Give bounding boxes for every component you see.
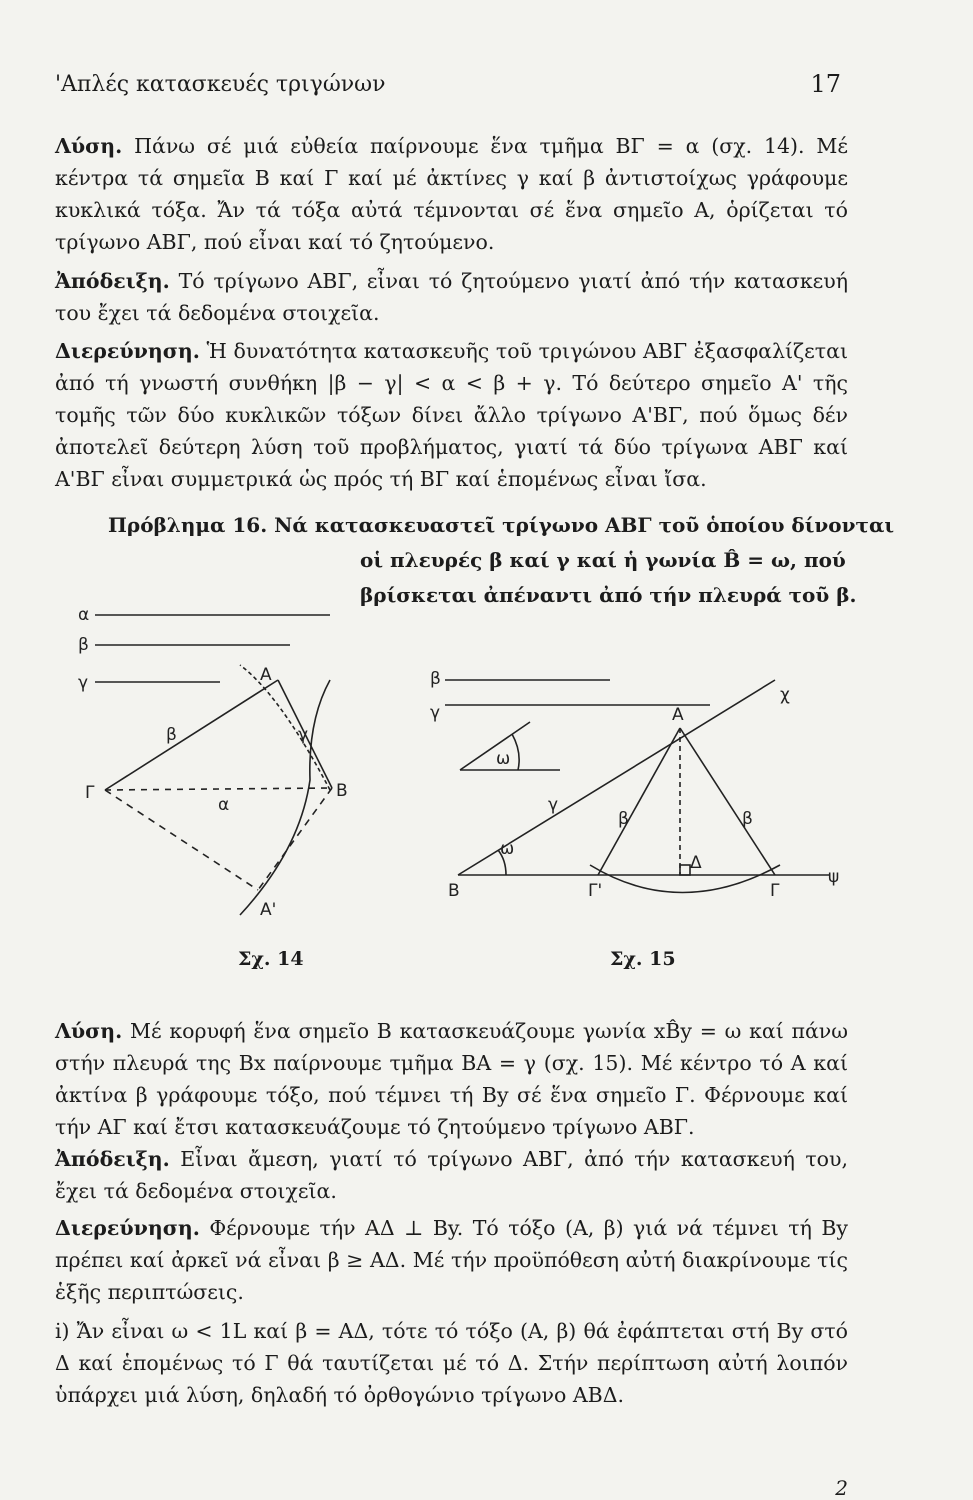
- solution-paragraph-2: [55, 1015, 848, 1143]
- figure-14: [60, 600, 360, 940]
- discussion-paragraph-1: [55, 335, 848, 495]
- fig14-side-a: α: [218, 795, 230, 815]
- fig15-label-g: γ: [430, 703, 441, 723]
- proof-paragraph-1: [55, 265, 848, 329]
- discussion-text: Ἡ δυνατότητα κατασκευῆς τοῦ τριγώνου ΑΒΓ ἐξασφαλίζεται ἀπό τή γνωστή συνθήκη |β − γ| < α < β + γ. Τό δεύτερο σημεῖο Α' τῆς τομῆς τῶν δύο κυκλικῶν τόξων δίνει ἄλλο τρίγωνο Α'ΒΓ, πού ὅμως δέν ἀποτελεῖ δεύτερη λύση τοῦ προβλήματος, γιατί τά δύο τρίγωνα ΑΒΓ καί Α'ΒΓ εἶναι συμμετρικά ὡς πρός τή ΒΓ καί ἑπομένως εἶναι ἴσα.: [55, 339, 848, 491]
- solution-text-2: Μέ κορυφή ἕνα σημεῖο Β κατασκευάζουμε γωνία xB̂y = ω καί πάνω στήν πλευρά της Bx παίρνουμε τμῆμα ΒΑ = γ (σχ. 15). Μέ κέντρο τό Α καί ἀκτίνα β γράφουμε τόξο, πού τέμνει τή By σέ ἕνα σημεῖο Γ. Φέρνουμε καί τήν ΑΓ καί ἔτσι κατασκευάζουμε τό ζητούμενο τρίγωνο ΑΒΓ.: [55, 1019, 848, 1139]
- fig15-label-b: β: [430, 669, 441, 689]
- side-BA2: [258, 788, 332, 890]
- right-angle-mark: [680, 865, 690, 875]
- figure-15-caption: Σχ. 15: [610, 948, 676, 970]
- fig15-label-x: χ: [780, 685, 790, 705]
- problem-statement-line2: οἱ πλευρές β καί γ καί ἡ γωνία B̂ = ω, πού: [360, 548, 846, 572]
- side-AG2: [598, 728, 680, 875]
- discussion-label: Διερεύνηση.: [55, 339, 200, 363]
- proof-text: Τό τρίγωνο ΑΒΓ, εἶναι τό ζητούμενο γιατί ἀπό τήν κατασκευή του ἔχει τά δεδομένα στοιχεῖα.: [55, 269, 848, 325]
- running-header: 'Απλές κατασκευές τριγώνων: [55, 72, 386, 97]
- arc-A-b: [590, 865, 780, 893]
- problem-statement-line3: βρίσκεται ἀπέναντι ἀπό τήν πλευρά τοῦ β.: [360, 583, 857, 607]
- proof-label-2: Ἀπόδειξη.: [55, 1147, 170, 1171]
- fig15-vertex-A: Α: [672, 705, 684, 725]
- arc-2: [240, 665, 330, 790]
- fig15-line-y: ψ: [828, 867, 840, 887]
- fig14-vertex-A2: Α': [260, 900, 277, 920]
- solution-text: Πάνω σέ μιά εὐθεία παίρνουμε ἕνα τμῆμα ΒΓ = α (σχ. 14). Μέ κέντρα τά σημεῖα Β καί Γ καί μέ ἀκτίνες γ καί β ἀντιστοίχως γράφουμε κυκλικά τόξα. Ἄν τά τόξα αὐτά τέμνονται σέ ἕνα σημεῖο Α, ὁρίζεται τό τρίγωνο ΑΒΓ, πού εἶναι καί τό ζητούμενο.: [55, 134, 848, 254]
- solution-label: Λύση.: [55, 134, 123, 158]
- signature-mark: 2: [835, 1476, 848, 1500]
- discussion-text-2: Φέρνουμε τήν ΑΔ ⊥ By. Τό τόξο (Α, β) γιά νά τέμνει τή By πρέπει καί ἀρκεῖ νά εἶναι β ≥ ΑΔ. Μέ τήν προϋπόθεση αὐτή διακρίνουμε τίς ἑξῆς περιπτώσεις.: [55, 1216, 848, 1304]
- solution-label-2: Λύση.: [55, 1019, 123, 1043]
- fig14-side-b: β: [166, 725, 177, 745]
- fig15-vertex-G: Γ: [770, 881, 780, 901]
- solution-paragraph-1: [55, 130, 848, 258]
- proof-label: Ἀπόδειξη.: [55, 269, 170, 293]
- angle-w-arc: [512, 734, 519, 770]
- fig15-side-g: γ: [548, 795, 559, 815]
- fig14-vertex-A: Α: [260, 665, 272, 685]
- fig14-vertex-G: Γ: [85, 783, 95, 803]
- discussion-label-2: Διερεύνηση.: [55, 1216, 200, 1240]
- fig15-side-b2: β: [742, 809, 753, 829]
- figure-14-caption: Σχ. 14: [238, 948, 304, 970]
- fig15-vertex-G2: Γ': [588, 881, 603, 901]
- proof-paragraph-2: [55, 1143, 848, 1207]
- case-i-paragraph: i) Ἄν εἶναι ω < 1L καί β = ΑΔ, τότε τό τόξο (Α, β) θά ἐφάπτεται στή By στό Δ καί ἑπομένως τό Γ θά ταυτίζεται μέ τό Δ. Στήν περίπτωση αὐτή λοιπόν ὑπάρχει μιά λύση, δηλαδή τό ὀρθογώνιο τρίγωνο ΑΒΔ.: [55, 1319, 848, 1407]
- side-GA2: [105, 790, 258, 890]
- side-BA: [105, 680, 278, 790]
- fig15-label-w2: ω: [500, 839, 515, 859]
- fig14-vertex-B: Β: [336, 781, 348, 801]
- fig15-side-b1: β: [618, 809, 629, 829]
- discussion-paragraph-2: [55, 1212, 848, 1308]
- proof-text-2: Εἶναι ἄμεση, γιατί τό τρίγωνο ΑΒΓ, ἀπό τήν κατασκευή του, ἔχει τά δεδομένα στοιχεῖα.: [55, 1147, 848, 1203]
- fig14-label-g: γ: [78, 673, 89, 693]
- fig14-side-g: γ: [298, 725, 309, 745]
- fig15-label-w: ω: [496, 749, 511, 769]
- fig14-label-b: β: [78, 635, 89, 655]
- fig15-vertex-B: Β: [448, 881, 460, 901]
- problem-heading: Πρόβλημα 16. Νά κατασκευαστεῖ τρίγωνο ΑΒΓ τοῦ ὁποίου δίνονται: [108, 513, 895, 537]
- fig14-label-a: α: [78, 605, 90, 625]
- figure-15: [420, 660, 850, 905]
- fig15-vertex-D: Δ: [690, 853, 702, 873]
- page-number: 17: [810, 70, 841, 98]
- side-BC: [105, 788, 332, 790]
